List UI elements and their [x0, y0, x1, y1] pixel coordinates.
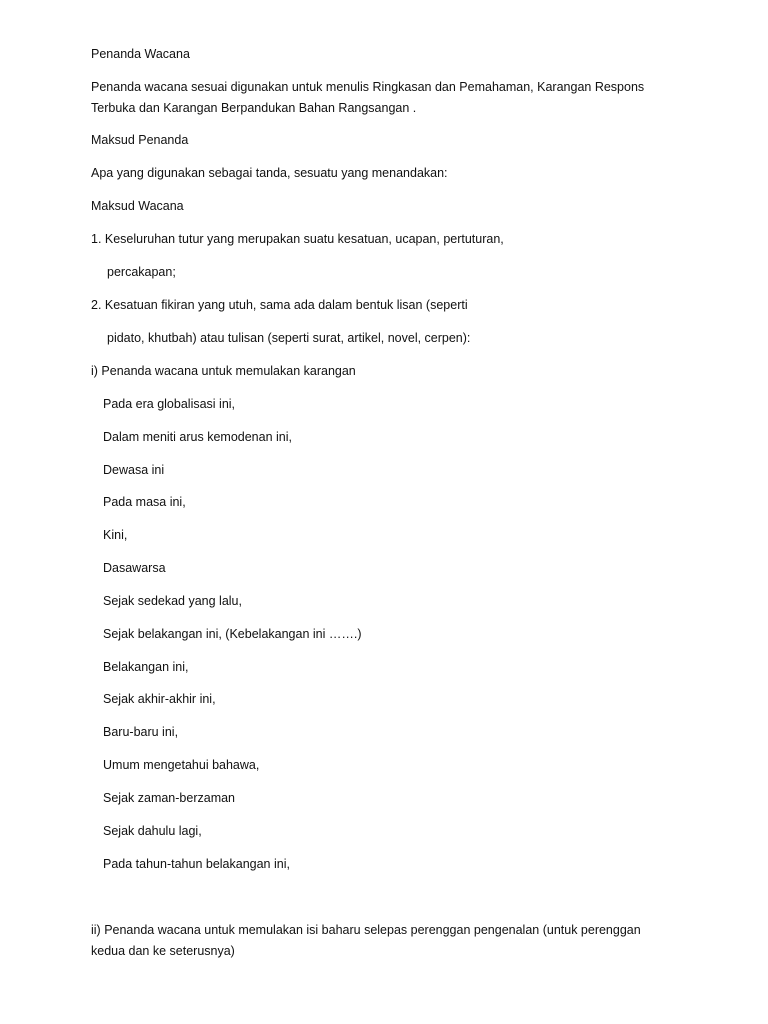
maksud-penanda-heading: Maksud Penanda [91, 133, 189, 147]
intro-paragraph: Penanda wacana sesuai digunakan untuk menulis Ringkasan dan Pemahaman, Karangan Respons Terbuka dan Karangan Berpandukan Bahan Rangsangan . [91, 80, 645, 115]
maksud-wacana-heading: Maksud Wacana [91, 199, 184, 213]
list-item: Sejak dahulu lagi, [103, 824, 202, 838]
list-item: Pada masa ini, [103, 495, 186, 509]
list-item: Belakangan ini, [103, 660, 189, 674]
list-item: Dasawarsa [103, 561, 166, 575]
definition-1-line-1: 1. Keseluruhan tutur yang merupakan suatu kesatuan, ucapan, pertuturan, [91, 232, 504, 246]
list-item: Umum mengetahui bahawa, [103, 758, 260, 772]
list-item: Sejak belakangan ini, (Kebelakangan ini …….) [103, 627, 362, 641]
section-1-heading: i) Penanda wacana untuk memulakan karangan [91, 364, 356, 378]
list-item: Dalam meniti arus kemodenan ini, [103, 430, 292, 444]
list-item: Pada tahun-tahun belakangan ini, [103, 857, 290, 871]
definition-2-line-1: 2. Kesatuan fikiran yang utuh, sama ada dalam bentuk lisan (seperti [91, 298, 468, 312]
maksud-penanda-text: Apa yang digunakan sebagai tanda, sesuatu yang menandakan: [91, 166, 448, 180]
definition-2-line-2: pidato, khutbah) atau tulisan (seperti surat, artikel, novel, cerpen): [107, 331, 471, 345]
list-item: Baru-baru ini, [103, 725, 179, 739]
list-item: Pada era globalisasi ini, [103, 397, 236, 411]
list-item: Sejak sedekad yang lalu, [103, 594, 242, 608]
list-item: Sejak zaman-berzaman [103, 791, 236, 805]
list-item: Sejak akhir-akhir ini, [103, 692, 216, 706]
list-item: Dewasa ini [103, 463, 165, 477]
section-2-heading: ii) Penanda wacana untuk memulakan isi baharu selepas perenggan pengenalan (untuk perenggan kedua dan ke seterusnya) [91, 923, 641, 958]
list-item: Kini, [103, 528, 128, 542]
definition-1-line-2: percakapan; [107, 265, 176, 279]
document-title: Penanda Wacana [91, 47, 190, 61]
